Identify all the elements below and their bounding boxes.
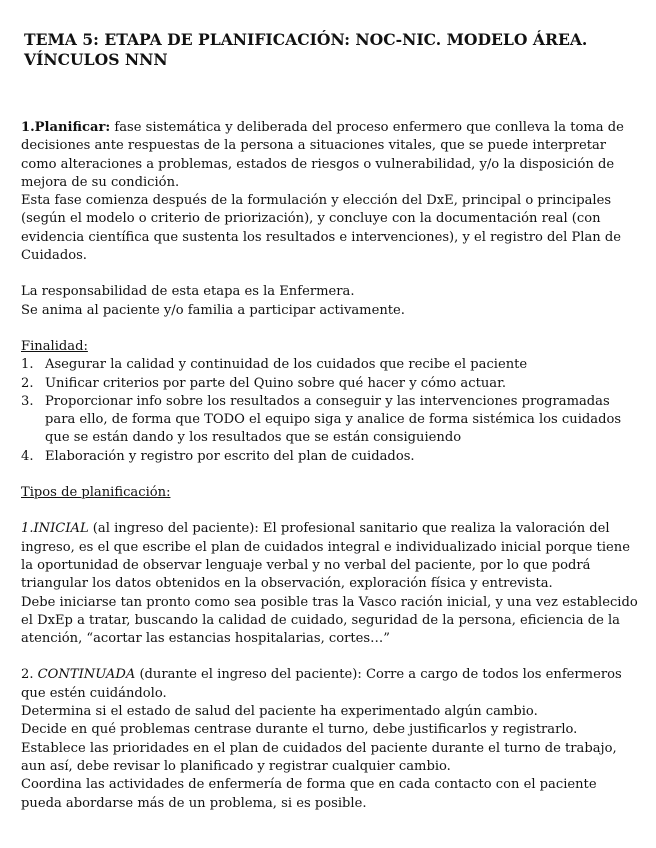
continuada-line-1: Determina si el estado de salud del paciente ha experimentado algún cambio. bbox=[21, 704, 538, 720]
continuada-label: CONTINUADA bbox=[37, 667, 136, 683]
document-page bbox=[21, 30, 639, 813]
title-line-2: VÍNCULOS NNN bbox=[24, 50, 168, 69]
list-item-text: Proporcionar info sobre los resultados a conseguir y las intervenciones programadas para ello, de forma que TODO el equipo siga y analice de forma sistémica los cuidados que se están dando y los resultados que se están consiguiendo bbox=[45, 393, 622, 446]
tipos-heading: Tipos de planificación: bbox=[21, 485, 171, 501]
finalidad-list bbox=[21, 356, 639, 466]
list-item bbox=[21, 356, 639, 374]
intro-paragraph bbox=[21, 119, 639, 192]
intro-text: fase sistemática y deliberada del proceso enfermero que conlleva la toma de decisiones ante respuestas de la persona a situaciones vitales, que se puede interpretar como alteraciones a problemas, estados de riesgos o vulnerabilidad, y/o la disposición de mejora de su condición. bbox=[21, 120, 624, 190]
continuada-number: 2. bbox=[21, 667, 38, 683]
responsibility-line-1: La responsabilidad de esta etapa es la Enfermera. bbox=[21, 284, 355, 300]
list-item-text: Unificar criterios por parte del Quino sobre qué hacer y cómo actuar. bbox=[45, 375, 507, 391]
continuada-paragraph bbox=[21, 666, 639, 703]
list-item-number: 4. bbox=[21, 448, 34, 464]
list-item-number: 2. bbox=[21, 375, 34, 391]
responsibility-line-2: Se anima al paciente y/o familia a participar activamente. bbox=[21, 302, 405, 318]
list-item-number: 1. bbox=[21, 357, 34, 373]
list-item-text: Asegurar la calidad y continuidad de los cuidados que recibe el paciente bbox=[45, 357, 528, 373]
page-title bbox=[24, 30, 639, 70]
inicial-label: 1.INICIAL bbox=[21, 521, 89, 537]
list-item bbox=[21, 448, 639, 466]
list-item bbox=[21, 393, 639, 448]
list-item-text: Elaboración y registro por escrito del plan de cuidados. bbox=[45, 448, 415, 464]
intro-paragraph-2: Esta fase comienza después de la formulación y elección del DxE, principal o principales (según el modelo o criterio de priorización), y concluye con la documentación real (con evidencia científica que sustenta los resultados e intervenciones), y el registro del Plan de Cuidados. bbox=[21, 193, 622, 264]
list-item bbox=[21, 375, 639, 393]
continuada-text: (durante el ingreso del paciente): Corre a cargo de todos los enfermeros que estén cuidándolo. bbox=[21, 667, 622, 701]
continuada-line-2: Decide en qué problemas centrase durante el turno, debe justificarlos y registrarlo. bbox=[21, 722, 578, 738]
inicial-text: (al ingreso del paciente): El profesional sanitario que realiza la valoración del ingreso, es el que escribe el plan de cuidados integral e individualizado inicial porque tiene la oportunidad de observar lenguaje verbal y no verbal del paciente, por lo que podrá triangular los datos obtenidos en la observación, exploración física y entrevista. bbox=[21, 521, 630, 592]
inicial-paragraph-2: Debe iniciarse tan pronto como sea posible tras la Vasco ración inicial, y una vez establecido el DxEp a tratar, buscando la calidad de cuidado, seguridad de la persona, eficiencia de la atención, “acortar las estancias hospitalarias, cortes…” bbox=[21, 594, 638, 647]
intro-term: 1.Planificar: bbox=[21, 120, 111, 135]
title-line-1: TEMA 5: ETAPA DE PLANIFICACIÓN: NOC-NIC. MODELO ÁREA. bbox=[24, 30, 588, 49]
list-item-number: 3. bbox=[21, 393, 34, 409]
continuada-line-4: Coordina las actividades de enfermería de forma que en cada contacto con el paciente pueda abordarse más de un problema, si es posible. bbox=[21, 777, 597, 811]
continuada-line-3: Establece las prioridades en el plan de cuidados del paciente durante el turno de trabajo, aun así, debe revisar lo planificado y registrar cualquier cambio. bbox=[21, 740, 617, 774]
inicial-paragraph bbox=[21, 520, 639, 593]
finalidad-heading: Finalidad: bbox=[21, 338, 88, 354]
